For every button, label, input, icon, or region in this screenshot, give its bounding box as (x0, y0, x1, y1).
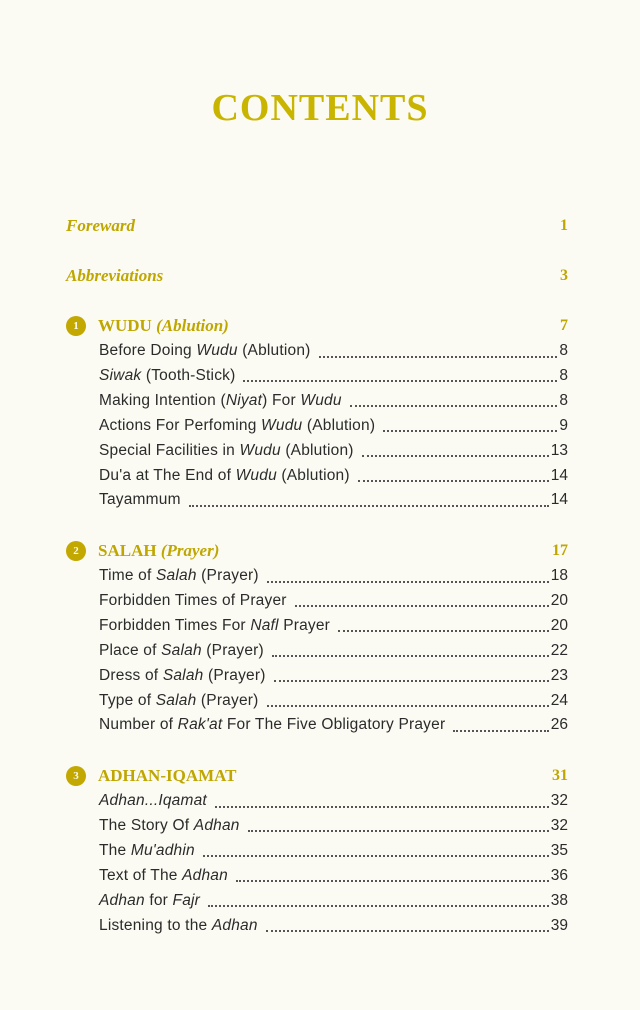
toc-entry[interactable] (99, 364, 568, 388)
chapter-number-badge: 3 (66, 766, 86, 786)
toc-entry[interactable] (99, 889, 568, 913)
toc-entry-label: Text of The Adhan (99, 866, 228, 884)
chapter-heading[interactable] (66, 764, 568, 788)
toc-entry-label: Before Doing Wudu (Ablution) (99, 342, 311, 359)
dot-leader (383, 429, 557, 432)
toc-entry[interactable] (99, 689, 568, 713)
toc-entry[interactable] (99, 564, 568, 588)
toc-entry[interactable] (99, 339, 568, 363)
toc-page-number: 20 (550, 616, 568, 634)
toc-entry-label: The Mu'adhin (99, 841, 195, 859)
chapter-title: WUDU (Ablution) (98, 316, 229, 335)
dot-leader (248, 829, 549, 832)
dot-leader (267, 580, 549, 583)
toc-entry-label: Listening to the Adhan (99, 916, 258, 934)
toc-entry-label: Tayammum (99, 491, 181, 509)
dot-leader (362, 454, 549, 457)
toc-entry[interactable] (99, 814, 568, 838)
toc-entry[interactable] (99, 389, 568, 413)
toc-page-number: 8 (559, 366, 568, 384)
chapter-heading[interactable] (66, 314, 568, 338)
page-title: CONTENTS (211, 87, 429, 129)
toc-front-abbreviations[interactable] (66, 264, 568, 288)
toc-entry-label: The Story Of Adhan (99, 816, 240, 834)
dot-leader (266, 929, 549, 932)
chapter-title: SALAH (Prayer) (98, 541, 220, 560)
toc-entry-label: Dress of Salah (Prayer) (99, 666, 266, 684)
toc-entry-label: Siwak (Tooth-Stick) (99, 366, 236, 384)
toc-page-number: 23 (550, 666, 568, 684)
toc-page-number: 32 (550, 792, 568, 809)
dot-leader (189, 504, 549, 507)
dot-leader (319, 355, 558, 358)
dot-leader (267, 704, 549, 707)
dot-leader (272, 654, 549, 657)
chapter-page-number: 31 (552, 767, 568, 784)
toc-page-number: 8 (559, 342, 568, 359)
toc-entry-label: Place of Salah (Prayer) (99, 641, 264, 659)
dot-leader (203, 854, 549, 857)
chapter-heading[interactable] (66, 539, 568, 563)
dot-leader (338, 629, 549, 632)
chapter-number-badge: 1 (66, 316, 86, 336)
toc-page-number: 38 (550, 891, 568, 909)
toc-page-number: 14 (550, 466, 568, 484)
toc-page-number: 24 (550, 691, 568, 709)
toc-entry[interactable] (99, 639, 568, 663)
dot-leader (350, 404, 558, 407)
toc-entry[interactable] (99, 664, 568, 688)
toc-entry[interactable] (99, 488, 568, 512)
toc-page-number: 18 (550, 567, 568, 584)
toc-entry[interactable] (99, 414, 568, 438)
toc-front-foreward[interactable] (66, 214, 568, 238)
toc-page-number: 20 (550, 591, 568, 609)
toc-entry[interactable] (99, 614, 568, 638)
toc-entry-label: Type of Salah (Prayer) (99, 691, 259, 709)
toc-page-number: 32 (550, 816, 568, 834)
toc-page-number: 13 (550, 441, 568, 459)
front-page-number: 1 (560, 217, 568, 234)
front-label: Foreward (66, 216, 135, 235)
toc-entry-label: Making Intention (Niyat) For Wudu (99, 391, 342, 409)
toc-entry[interactable] (99, 839, 568, 863)
toc-entry[interactable] (99, 864, 568, 888)
dot-leader (358, 479, 549, 482)
toc-entry-label: Time of Salah (Prayer) (99, 567, 259, 584)
toc-page-number: 8 (559, 391, 568, 409)
chapter-title-translation: (Ablution) (151, 316, 229, 335)
chapter-title-translation: (Prayer) (156, 541, 220, 560)
dot-leader (236, 879, 549, 882)
dot-leader (295, 604, 549, 607)
toc-page-number: 39 (550, 916, 568, 934)
chapter-page-number: 7 (560, 317, 568, 334)
dot-leader (453, 729, 548, 732)
dot-leader (208, 904, 549, 907)
toc-entry-label: Number of Rak'at For The Five Obligatory Prayer (99, 716, 446, 734)
dot-leader (274, 679, 549, 682)
chapter-page-number: 17 (552, 542, 568, 559)
front-label: Abbreviations (66, 266, 164, 285)
front-page-number: 3 (560, 267, 568, 284)
toc-entry-label: Du'a at The End of Wudu (Ablution) (99, 466, 350, 484)
dot-leader (215, 805, 549, 808)
toc-entry-label: Adhan...Iqamat (99, 792, 207, 809)
toc-entry-label: Adhan for Fajr (99, 891, 201, 909)
toc-entry[interactable] (99, 713, 568, 737)
toc-entry[interactable] (99, 589, 568, 613)
toc-page-number: 14 (550, 491, 568, 509)
toc-entry-label: Actions For Perfoming Wudu (Ablution) (99, 416, 376, 434)
toc-entry-label: Forbidden Times of Prayer (99, 591, 287, 609)
toc-entry[interactable] (99, 439, 568, 463)
toc-page-number: 26 (550, 716, 568, 734)
dot-leader (243, 379, 557, 382)
toc-entry[interactable] (99, 464, 568, 488)
toc-page-number: 35 (550, 841, 568, 859)
toc-entry-label: Forbidden Times For Nafl Prayer (99, 616, 331, 634)
toc-entry[interactable] (99, 789, 568, 813)
toc-page-number: 9 (559, 416, 568, 434)
toc-entry[interactable] (99, 914, 568, 938)
toc-page-number: 36 (550, 866, 568, 884)
chapter-number-badge: 2 (66, 541, 86, 561)
toc-page-number: 22 (550, 641, 568, 659)
chapter-title: ADHAN-IQAMAT (98, 766, 237, 785)
toc-entry-label: Special Facilities in Wudu (Ablution) (99, 441, 354, 459)
